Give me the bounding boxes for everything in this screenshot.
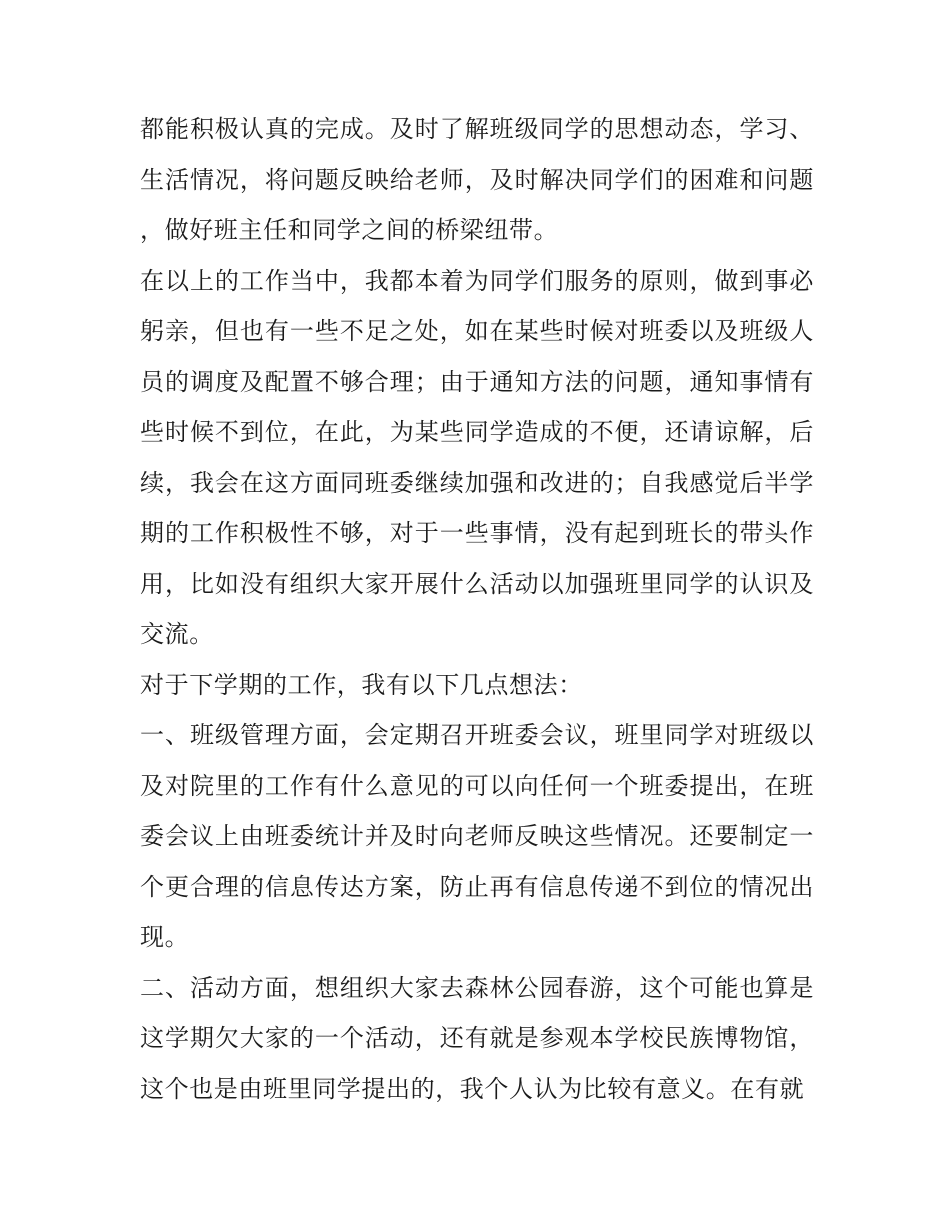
paragraph-2: 在以上的工作当中，我都本着为同学们服务的原则，做到事必躬亲，但也有一些不足之处，如在某些时候对班委以及班级人员的调度及配置不够合理；由于通知方法的问题，通知事情有些时候不到位，在此，为某些同学造成的不便，还请谅解，后续，我会在这方面同班委继续加强和改进的；自我感觉后半学期的工作积极性不够，对于一些事情，没有起到班长的带头作用，比如没有组织大家开展什么活动以加强班里同学的认识及交流。 [140, 266, 814, 648]
paragraph-5: 二、活动方面，想组织大家去森林公园春游，这个可能也算是这学期欠大家的一个活动，还有就是参观本学校民族博物馆，这个也是由班里同学提出的，我个人认为比较有意义。在有就 [140, 973, 814, 1103]
document-body [140, 104, 814, 1114]
paragraph-3: 对于下学期的工作，我有以下几点想法： [140, 670, 583, 699]
paragraph-4: 一、班级管理方面，会定期召开班委会议，班里同学对班级以及对院里的工作有什么意见的可以向任何一个班委提出，在班委会议上由班委统计并及时向老师反映这些情况。还要制定一个更合理的信息传达方案，防止再有信息传递不到位的情况出现。 [140, 721, 814, 951]
paragraph-1: 都能积极认真的完成。及时了解班级同学的思想动态，学习、生活情况，将问题反映给老师，及时解决同学们的困难和问题，做好班主任和同学之间的桥梁纽带。 [140, 115, 814, 244]
